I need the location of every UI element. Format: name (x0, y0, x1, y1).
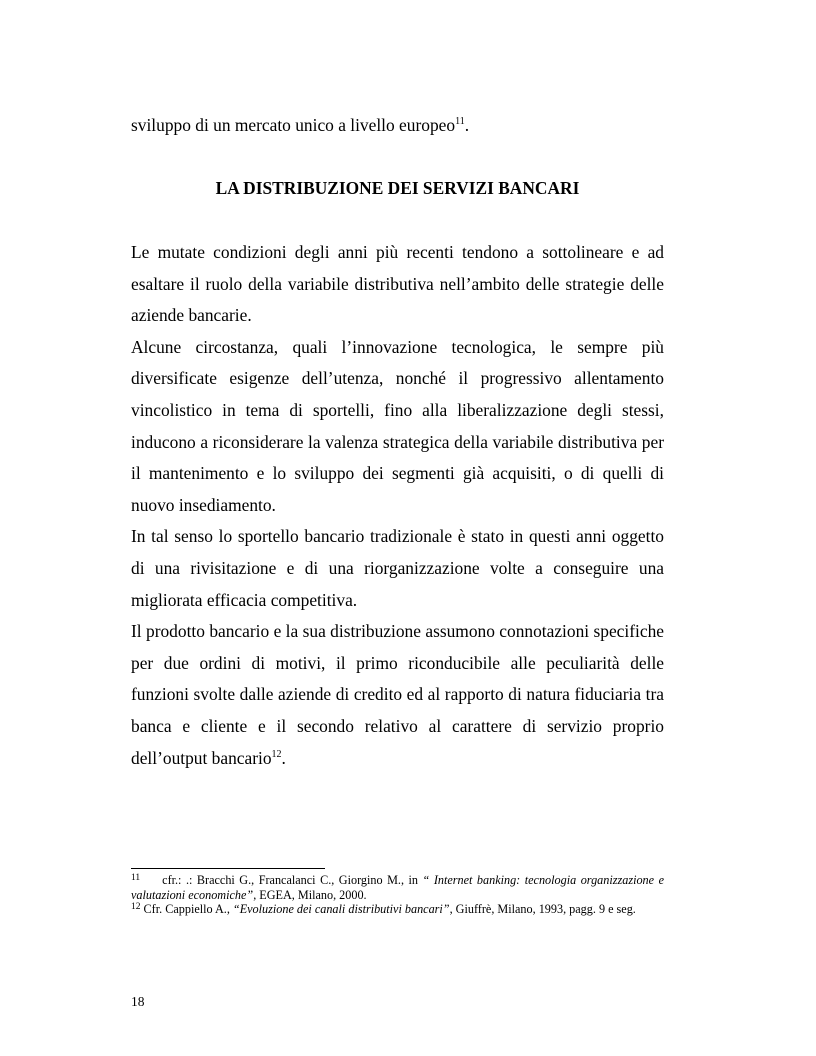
body-text (131, 237, 664, 774)
paragraph-1: Le mutate condizioni degli anni più recenti tendono a sottolineare e ad esaltare il ruolo della variabile distributiva nell’ambito delle strategie delle aziende bancarie. (131, 242, 664, 326)
opening-line (131, 110, 664, 142)
footnote-separator (131, 868, 325, 869)
paragraph-4 (131, 616, 664, 774)
footnote-11-lead: cfr.: .: Bracchi G., Francalanci C., Giorgino M., in (162, 873, 423, 887)
footnote-12-title: “Evoluzione dei canali distributivi bancari” (232, 902, 450, 917)
footnote-number-11: 11 (131, 873, 141, 883)
paragraph-3: In tal senso lo sportello bancario tradizionale è stato in questi anni oggetto di una rivisitazione e di una riorganizzazione volte a conseguire una migliorata efficacia competitiva. (131, 526, 664, 610)
footnote-ref-11[interactable]: 11 (455, 116, 465, 127)
paragraph-2: Alcune circostanza, quali l’innovazione tecnologica, le sempre più diversificate esigenze dell’utenza, nonché il progressivo allentamento vincolistico in tema di sportelli, fino alla liberalizzazione degli stessi, inducono a riconsiderare la valenza strategica della variabile distributiva per il mantenimento e lo sviluppo dei segmenti già acquisiti, o di quelli di nuovo insediamento. (131, 336, 664, 515)
footnote-12 (131, 902, 664, 917)
section-heading: LA DISTRIBUZIONE DEI SERVIZI BANCARI (215, 178, 580, 198)
opening-end: . (464, 115, 470, 135)
footnote-ref-12[interactable]: 12 (271, 748, 282, 760)
paragraph-4-end: . (281, 747, 286, 768)
footnote-12-lead: Cfr. Cappiello A., (140, 902, 233, 917)
footnote-number-12: 12 (131, 902, 141, 913)
opening-paragraph (131, 110, 664, 142)
footnotes (131, 873, 664, 917)
footnote-11-tail: , EGEA, Milano, 2000. (253, 887, 367, 902)
page-number: 18 (131, 994, 145, 1009)
footnote-11-title: “ Internet banking: tecnologia organizzazione e valutazioni economiche” (131, 873, 664, 902)
opening-text: sviluppo di un mercato unico a livello europeo (131, 115, 456, 135)
footnote-12-tail: , Giuffrè, Milano, 1993, pagg. 9 e seg. (449, 902, 636, 917)
footnote-11 (131, 873, 664, 902)
paragraph-4-text: Il prodotto bancario e la sua distribuzione assumono connotazioni specifiche per due ordini di motivi, il primo riconducibile alle peculiarità delle funzioni svolte dalle aziende di credito ed al rapporto di natura fiduciaria tra banca e cliente e il secondo relativo al carattere di servizio proprio dell’output bancario (131, 621, 664, 768)
